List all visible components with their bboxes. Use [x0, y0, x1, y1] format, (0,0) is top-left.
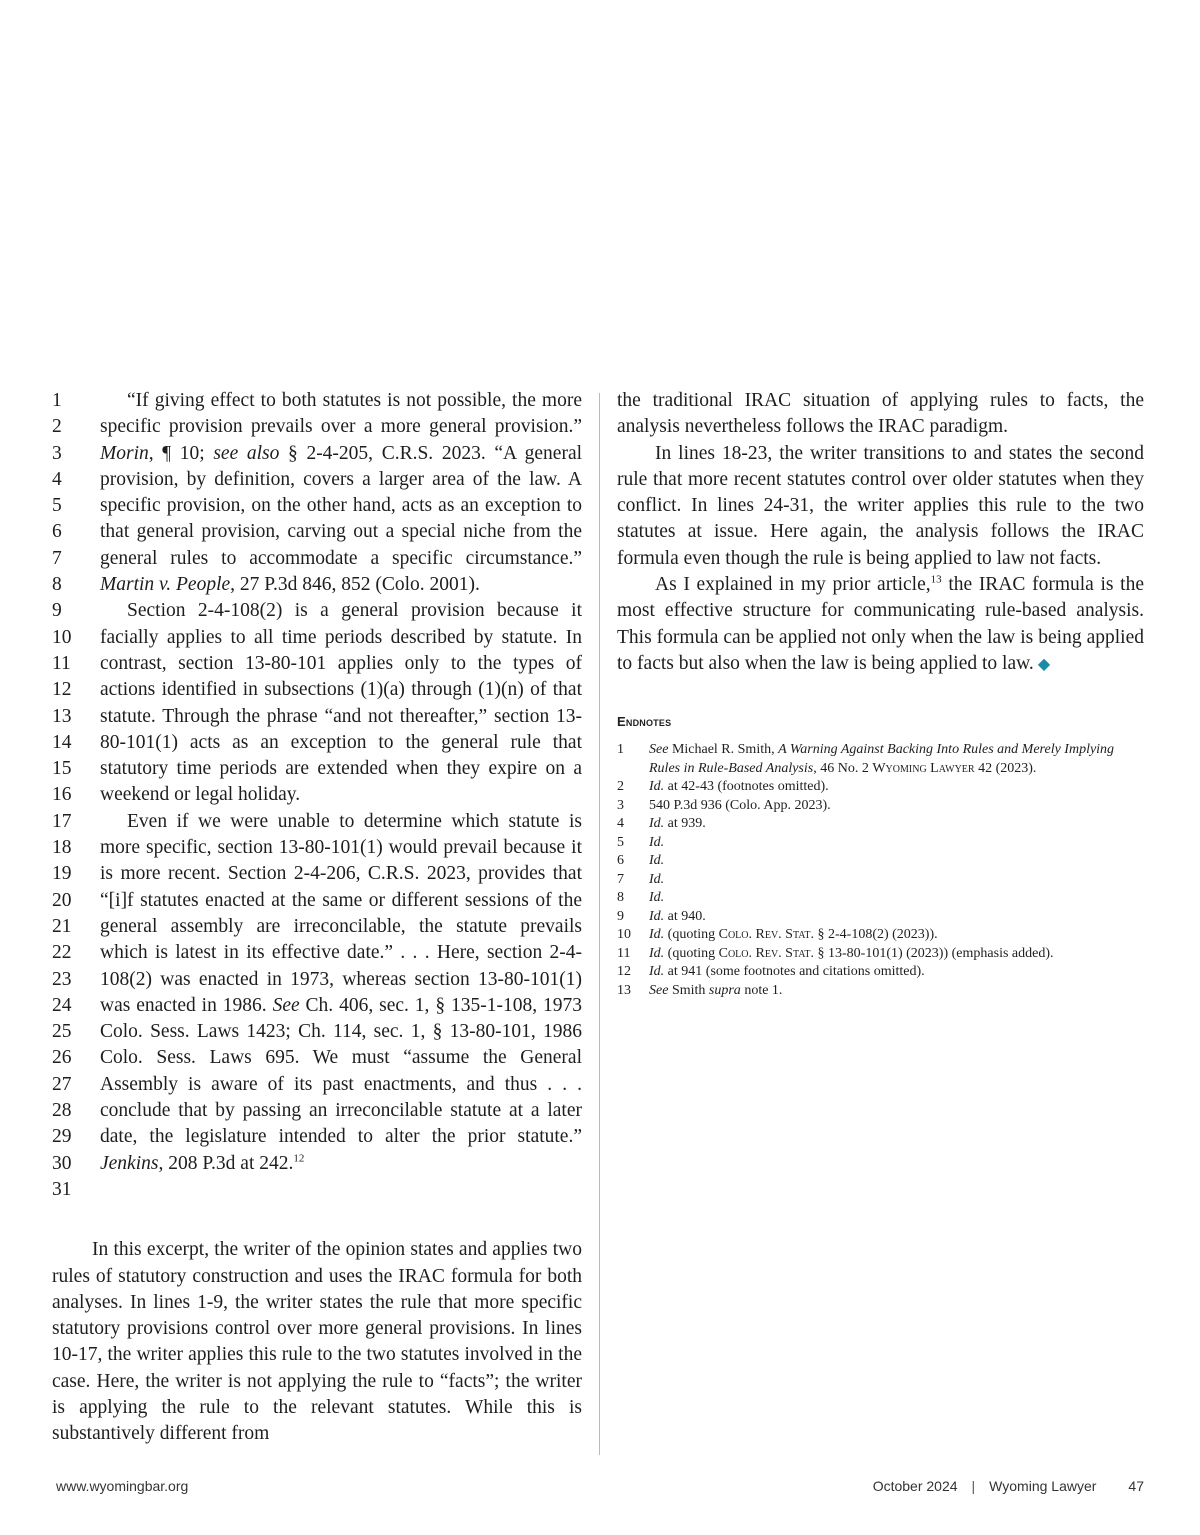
excerpt-paragraph-2: Section 2-4-108(2) is a general provision because it facially applies to all time periods described by statute. In contrast, section 13-80-101 applies only to the types of actions identified in subsections (1)(a) through (1)(n) of that statute. Through the phrase “and not thereafter,” section 13-80-101(1) acts as an exception to the general rule that statutory time periods are extended when they expire on a weekend or legal holiday. — [100, 600, 582, 806]
excerpt-text — [100, 388, 582, 1203]
page-number: 47 — [1128, 1478, 1144, 1494]
body-paragraph-1-part-2: the traditional IRAC situation of applying rules to facts, the analysis nevertheless follows the IRAC paradigm. — [617, 390, 1144, 438]
endnote: 8 Id. — [617, 890, 665, 906]
line-number: 11 — [52, 652, 71, 674]
right-column — [617, 388, 1144, 1000]
line-number: 21 — [52, 915, 72, 937]
line-number: 14 — [52, 731, 72, 753]
line-number: 19 — [52, 863, 72, 885]
line-number: 29 — [52, 1126, 72, 1148]
line-number: 22 — [52, 942, 72, 964]
endnote: 9 Id. at 940. — [617, 908, 706, 924]
line-number: 17 — [52, 810, 72, 832]
line-number: 9 — [52, 600, 62, 622]
line-number: 18 — [52, 837, 72, 859]
line-number: 24 — [52, 994, 72, 1016]
line-number: 16 — [52, 784, 72, 806]
endnote: 1 See Michael R. Smith, A Warning Against Backing Into Rules and Merely Implying Rules in Rule-Based Analysis, 46 No. 2 Wyoming Lawyer 42 (2023). — [617, 742, 1115, 776]
endnote: 11 Id. (quoting Colo. Rev. Stat. § 13-80-101(1) (2023)) (emphasis added). — [617, 945, 1054, 961]
line-number: 3 — [52, 442, 62, 464]
footer-month: October 2024 — [872, 1478, 958, 1494]
endnotes-list — [617, 741, 1144, 1000]
column-divider — [599, 393, 600, 1455]
body-paragraph-1-part-1: In this excerpt, the writer of the opinion states and applies two rules of statutory construction and uses the IRAC formula for both analyses. In lines 1-9, the writer states the rule that more specific statutory provisions control over more general provisions. In lines 10-17, the writer applies this rule to the two statutes involved in the case. Here, the writer is not applying the rule to “facts”; the writer is applying the rule to the relevant statutes. While this is substantively different from — [52, 1239, 582, 1445]
left-column — [52, 388, 584, 1448]
line-number: 7 — [52, 547, 62, 569]
body-paragraph-3: As I explained in my prior article,$^{13}$ the IRAC formula is the most effective structure for communicating rule-based analysis. This formula can be applied not only when the law is being applied to facts but also when the law is being applied to law. ◆ — [617, 573, 1145, 674]
endnote: 4 Id. at 939. — [617, 816, 706, 832]
endnote: 13 See Smith supra note 1. — [617, 982, 783, 998]
endnote: 12 Id. at 941 (some footnotes and citations omitted). — [617, 964, 925, 980]
line-number: 30 — [52, 1152, 72, 1174]
endnote: 10 Id. (quoting Colo. Rev. Stat. § 2-4-108(2) (2023)). — [617, 927, 938, 943]
line-number: 26 — [52, 1047, 72, 1069]
endnote: 3 540 P.3d 936 (Colo. App. 2023). — [617, 797, 831, 813]
line-number: 10 — [52, 626, 72, 648]
endnote-ref-12: 12 — [293, 1152, 305, 1165]
diamond-icon: ◆ — [1037, 655, 1051, 673]
excerpt-paragraph-1: “If giving effect to both statutes is not possible, the more specific provision prevails over a more general provision.” Morin, ¶ 10; see also § 2-4-205, C.R.S. 2023. “A general provision, by definition, covers a larger area of the law. A specific provision, on the other hand, acts as an exception to that general provision, carving out a special niche from the general rules to accommodate a specific circumstance.” Martin v. People, 27 P.3d 846, 852 (Colo. 2001). — [100, 390, 583, 596]
excerpt-paragraph-3: Even if we were unable to determine which statute is more specific, section 13-80-101(1) would prevail because it is more recent. Section 2-4-206, C.R.S. 2023, provides that “[i]f statutes enacted at the same or different sessions of the general assembly are irreconcilable, the statute prevails which is latest in its effective date.” . . . Here, section 2-4-108(2) was enacted in 1973, whereas section 13-80-101(1) was enacted in 1986. See Ch. 406, sec. 1, § 135-1-108, 1973 Colo. Sess. Laws 1423; Ch. 114, sec. 1, § 13-80-101, 1986 Colo. Sess. Laws 695. We must “assume the General Assembly is aware of its past enactments, and thus . . . conclude that by passing an irreconcilable statute at a later date, the legislature intended to alter the prior statute.” Jenkins, 208 P.3d at 242.12 — [100, 810, 583, 1174]
line-number: 4 — [52, 468, 62, 490]
line-number: 27 — [52, 1073, 72, 1095]
endnote: 5 Id. — [617, 834, 665, 850]
line-number: 28 — [52, 1100, 72, 1122]
line-number: 5 — [52, 495, 62, 517]
line-number: 15 — [52, 758, 72, 780]
endnote: 6 Id. — [617, 853, 665, 869]
endnote: 7 Id. — [617, 871, 665, 887]
line-number: 2 — [52, 416, 62, 438]
line-number: 12 — [52, 679, 72, 701]
line-number: 8 — [52, 574, 62, 596]
line-number: 31 — [52, 1178, 72, 1200]
line-number: 1 — [52, 390, 62, 411]
body-paragraph-2: In lines 18-23, the writer transitions to and states the second rule that more recent statutes control over older statutes when they conflict. In lines 24-31, the writer applies this rule to the two statutes at issue. Here again, the analysis follows the IRAC formula even though the rule is being applied to law not facts. — [617, 442, 1144, 569]
line-numbers — [52, 388, 100, 1203]
endnotes-heading: Endnotes — [617, 714, 672, 730]
line-number: 25 — [52, 1021, 72, 1043]
footer-issue — [873, 1478, 1144, 1494]
footer-magazine: Wyoming Lawyer — [989, 1478, 1097, 1494]
footer-url[interactable]: www.wyomingbar.org — [56, 1478, 189, 1494]
endnote-ref-13: 13 — [930, 573, 942, 586]
line-number: 6 — [52, 521, 62, 543]
line-number: 13 — [52, 705, 72, 727]
line-number: 23 — [52, 968, 72, 990]
endnote: 2 Id. at 42-43 (footnotes omitted). — [617, 779, 829, 795]
numbered-excerpt — [52, 388, 584, 1203]
footer-separator: | — [971, 1478, 976, 1494]
line-number: 20 — [52, 889, 72, 911]
